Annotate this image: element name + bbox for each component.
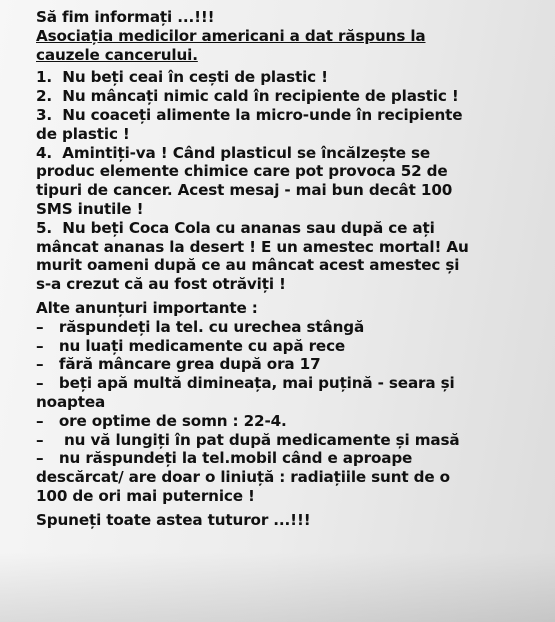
announcement-1: – răspundeți la tel. cu urechea stângă <box>36 317 365 336</box>
announcement-6: – nu vă lungiți în pat după medicamente și masă <box>36 430 460 449</box>
list-item-1: 1. Nu beți ceai în cești de plastic ! <box>36 68 328 87</box>
list-item-3a: 3. Nu coaceți alimente la micro-unde în recipiente <box>36 105 463 124</box>
header-line-2: Asociația medicilor americani a dat răspuns la <box>36 26 426 45</box>
list-item-5d: s-a crezut că au fost otrăviți ! <box>36 275 286 294</box>
list-item-4c: tipuri de cancer. Acest mesaj - mai bun decât 100 <box>36 181 453 200</box>
list-item-5c: murit oameni după ce au mâncat acest amestec și <box>36 256 460 275</box>
header-line-1: Să fim informați ...!!! <box>36 8 215 26</box>
announcement-4a: – beți apă multă dimineața, mai puțină - seara și <box>36 374 455 393</box>
announcement-2: – nu luați medicamente cu apă rece <box>36 336 346 355</box>
announcement-7a: – nu răspundeți la tel.mobil când e aproape <box>36 449 413 468</box>
header-line-3: cauzele cancerului. <box>36 45 198 64</box>
announcement-4b: noaptea <box>36 392 106 411</box>
announcement-5: – ore optime de somn : 22-4. <box>36 411 287 430</box>
list-item-4b: produc elemente chimice care pot provoca 52 de <box>36 162 448 181</box>
announcement-3: – fără mâncare grea după ora 17 <box>36 355 321 374</box>
closing-line: Spuneți toate astea tuturor ...!!! <box>36 510 311 529</box>
list-item-3b: de plastic ! <box>36 124 130 143</box>
list-item-5b: mâncat ananas la desert ! E un amestec mortal! Au <box>36 237 469 256</box>
announcement-7b: descărcat/ are doar o liniuță : radiațiile sunt de o <box>36 468 450 487</box>
list-item-4d: SMS inutile ! <box>36 199 144 218</box>
list-item-5a: 5. Nu beți Coca Cola cu ananas sau după ce ați <box>36 218 435 237</box>
list-item-4a: 4. Amintiți-va ! Când plasticul se încălzește se <box>36 143 431 162</box>
announcements-title: Alte anunțuri importante : <box>36 298 258 317</box>
announcement-7c: 100 de ori mai puternice ! <box>36 486 255 505</box>
list-item-2: 2. Nu mâncați nimic cald în recipiente de plastic ! <box>36 87 459 106</box>
